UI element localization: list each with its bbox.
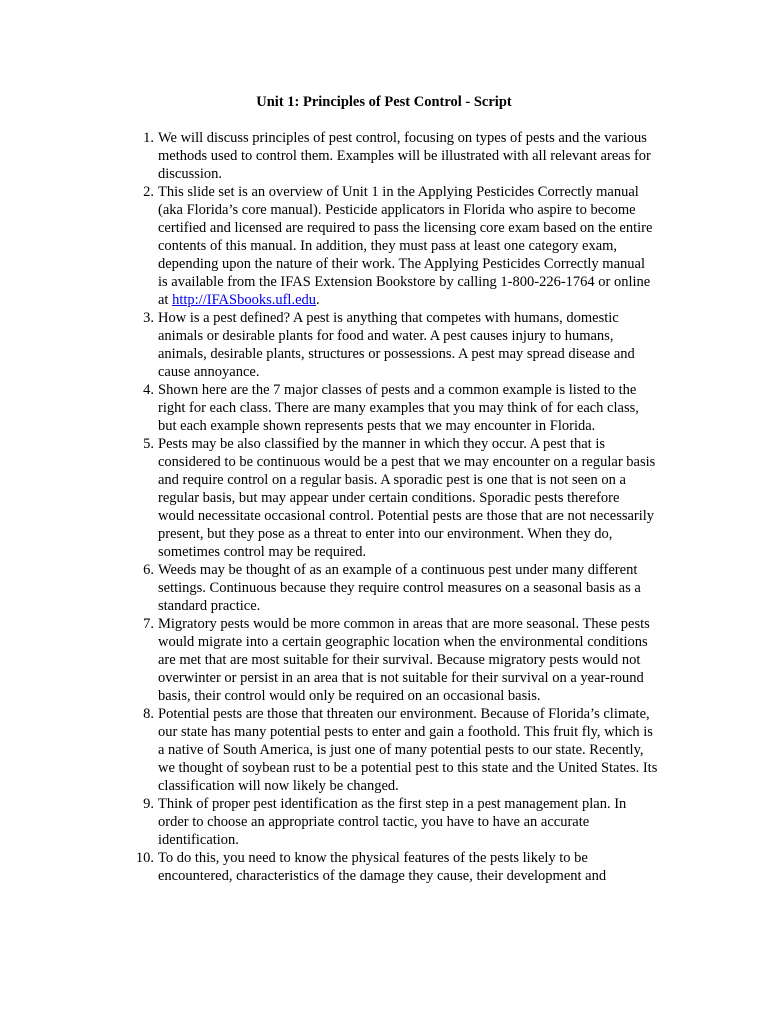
script-list	[135, 129, 658, 885]
ifas-bookstore-link[interactable]: http://IFASbooks.ufl.edu	[172, 292, 317, 308]
list-item-text: This slide set is an overview of Unit 1 in the Applying Pesticides Correctly manual (aka Florida’s core manual). Pesticide applicators in Florida who aspire to become certified and licensed are required to pass the licensing core exam based on the entire contents of this manual. In addition, they must pass at least one category exam, depending upon the nature of their work. The Applying Pesticides Correctly manual is available from the IFAS Extension Bookstore by calling 1-800-226-1764 or online at	[158, 184, 653, 308]
list-item	[135, 849, 658, 885]
list-item-text: To do this, you need to know the physical features of the pests likely to be encountered, characteristics of the damage they cause, their development and	[158, 850, 607, 884]
list-item	[143, 615, 658, 705]
list-item-text: Think of proper pest identification as the first step in a pest management plan. In order to choose an appropriate control tactic, you have to have an accurate identification.	[158, 796, 627, 848]
list-item	[143, 309, 658, 381]
list-item-number: 2.	[143, 184, 154, 200]
list-item-number: 5.	[143, 436, 154, 452]
list-item-text: Potential pests are those that threaten our environment. Because of Florida’s climate, our state has many potential pests to enter and gain a foothold. This fruit fly, which is a native of South America, is just one of many potential pests to our state. Recently, we thought of soybean rust to be a potential pest to this state and the United States. Its classification will now likely be changed.	[158, 706, 658, 794]
list-item-text: How is a pest defined? A pest is anything that competes with humans, domestic animals or desirable plants for food and water. A pest causes injury to humans, animals, desirable plants, structures or possessions. A pest may spread disease and cause annoyance.	[158, 310, 635, 380]
list-item	[143, 435, 658, 561]
list-item-number: 8.	[143, 706, 154, 722]
list-item-number: 9.	[143, 796, 154, 812]
list-item-text: Weeds may be thought of as an example of a continuous pest under many different settings. Continuous because they require control measures on a seasonal basis as a standard practice.	[158, 562, 641, 614]
list-item-number: 3.	[143, 310, 154, 326]
list-item-text: We will discuss principles of pest control, focusing on types of pests and the various methods used to control them. Examples will be illustrated with all relevant areas for discussion.	[158, 130, 651, 182]
list-item	[143, 129, 658, 183]
list-item	[143, 183, 658, 309]
list-item-number: 4.	[143, 382, 154, 398]
list-item	[143, 795, 658, 849]
list-item	[143, 561, 658, 615]
list-item-text: Pests may be also classified by the manner in which they occur. A pest that is considered to be continuous would be a pest that we may encounter on a regular basis and require control on a regular basis. A sporadic pest is one that is not seen on a regular basis, but may appear under certain conditions. Sporadic pests therefore would necessitate occasional control. Potential pests are those that are not necessarily present, but they pose as a threat to enter into our environment. When they do, sometimes control may be required.	[158, 436, 656, 560]
list-item-text-end: .	[316, 292, 320, 308]
list-item-number: 10.	[135, 850, 154, 866]
list-item-text: Migratory pests would be more common in areas that are more seasonal. These pests would migrate into a certain geographic location when the environmental conditions are met that are most suitable for their survival. Because migratory pests would not overwinter or persist in an area that is not suitable for their survival on a year-round basis, their control would only be required on an occasional basis.	[158, 616, 650, 704]
list-item-number: 7.	[143, 616, 154, 632]
document-title: Unit 1: Principles of Pest Control - Script	[256, 94, 512, 110]
list-item-number: 6.	[143, 562, 154, 578]
list-item	[143, 381, 658, 435]
list-item-text: Shown here are the 7 major classes of pests and a common example is listed to the right for each class. There are many examples that you may think of for each class, but each example shown represents pests that we may encounter in Florida.	[158, 382, 639, 434]
list-item	[143, 705, 658, 795]
list-item-number: 1.	[143, 130, 154, 146]
list-item-text-with-link	[158, 183, 658, 309]
